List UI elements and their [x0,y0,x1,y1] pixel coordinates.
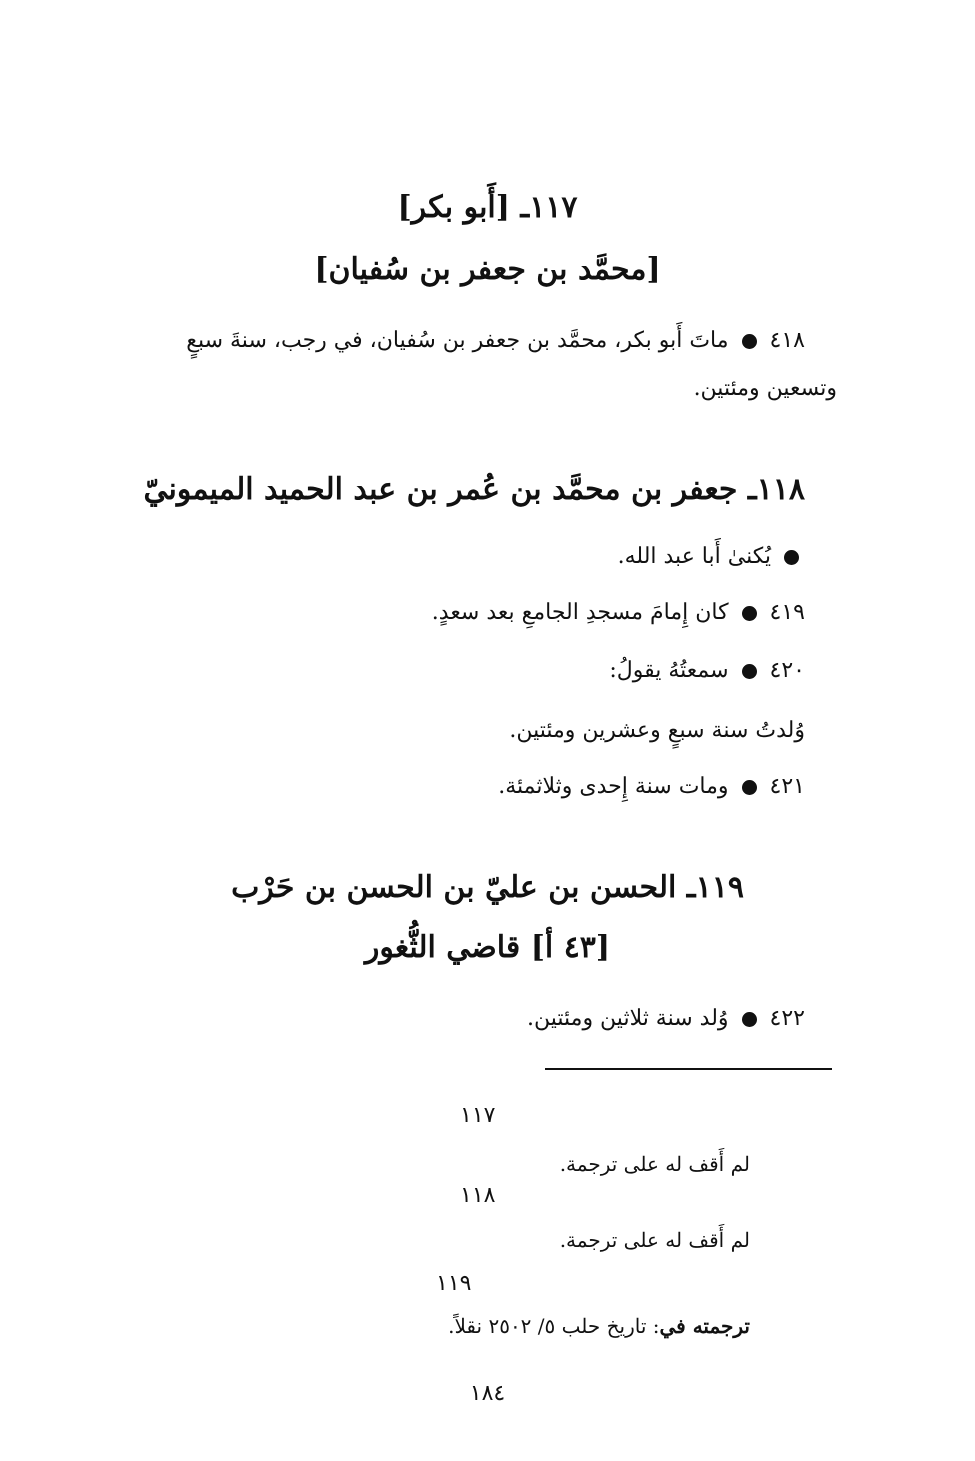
footnote-text-118: لم أَقف له على ترجمة. [559,1228,750,1252]
paragraph-kunya [618,542,805,572]
paragraph-text: يُكنىٰ أَبا عبد الله. [617,544,771,569]
paragraph-420 [609,656,805,686]
paragraph-text: ماتَ أَبو بكر، محمَّد بن جعفر بن سُفيان، في رجب، سنةَ سبعٍ [186,328,729,353]
bullet-icon [742,334,757,349]
entry-subheading-119: [٤٣ أ] قاضي الثُّغور [364,930,611,965]
paragraph-number: ٤١٨ [769,328,805,353]
paragraph-419 [432,598,805,628]
paragraph-number: ٤٢٢ [769,1006,805,1031]
footnote-number-117: ١١٧ [460,1103,496,1128]
paragraph-text: كان إِمامَ مسجدِ الجامعِ بعد سعدٍ. [431,600,729,625]
footnote-text-119 [448,1312,750,1340]
bullet-icon [742,1012,757,1027]
entry-subheading-117: [محمَّد بن جعفر بن سُفيان] [314,252,661,287]
footnote-prefix: ترجمته في [659,1314,750,1338]
entry-heading-118: ١١٨ـ جعفر بن محمَّد بن عُمر بن عبد الحميد الميمونيّ [143,472,805,507]
paragraph-birth: وُلدتُ سنة سبعٍ وعشرين ومئتين. [509,718,805,743]
page-number: ١٨٤ [469,1381,506,1406]
paragraph-text: وُلد سنة ثلاثين ومئتين. [527,1006,729,1031]
paragraph-number: ٤١٩ [769,600,805,625]
paragraph-number: ٤٢١ [769,774,805,799]
entry-heading-119: ١١٩ـ الحسن بن عليّ بن الحسن بن حَرْب [231,870,744,905]
footnote-separator [545,1068,832,1070]
bullet-icon [742,606,757,621]
paragraph-421 [498,772,805,802]
paragraph-418 [186,326,805,356]
paragraph-text: سمعتُهُ يقولُ: [609,658,729,683]
paragraph-418-continuation: وتسعين ومئتين. [693,376,837,401]
bullet-icon [742,664,757,679]
paragraph-number: ٤٢٠ [769,658,805,683]
paragraph-422 [527,1004,805,1034]
entry-heading-117: ١١٧ـ [أَبو بكر] [397,190,578,225]
bullet-icon [742,780,757,795]
footnote-number-118: ١١٨ [460,1183,496,1208]
footnote-source: : تاريخ حلب ٥/ ٢٥٠٢ نقلاً. [448,1314,660,1338]
footnote-text-117: لم أَقف له على ترجمة. [559,1152,750,1176]
paragraph-text: ومات سنة إِحدى وثلاثمئة. [498,774,729,799]
footnote-number-119: ١١٩ [436,1271,472,1296]
bullet-icon [784,550,799,565]
